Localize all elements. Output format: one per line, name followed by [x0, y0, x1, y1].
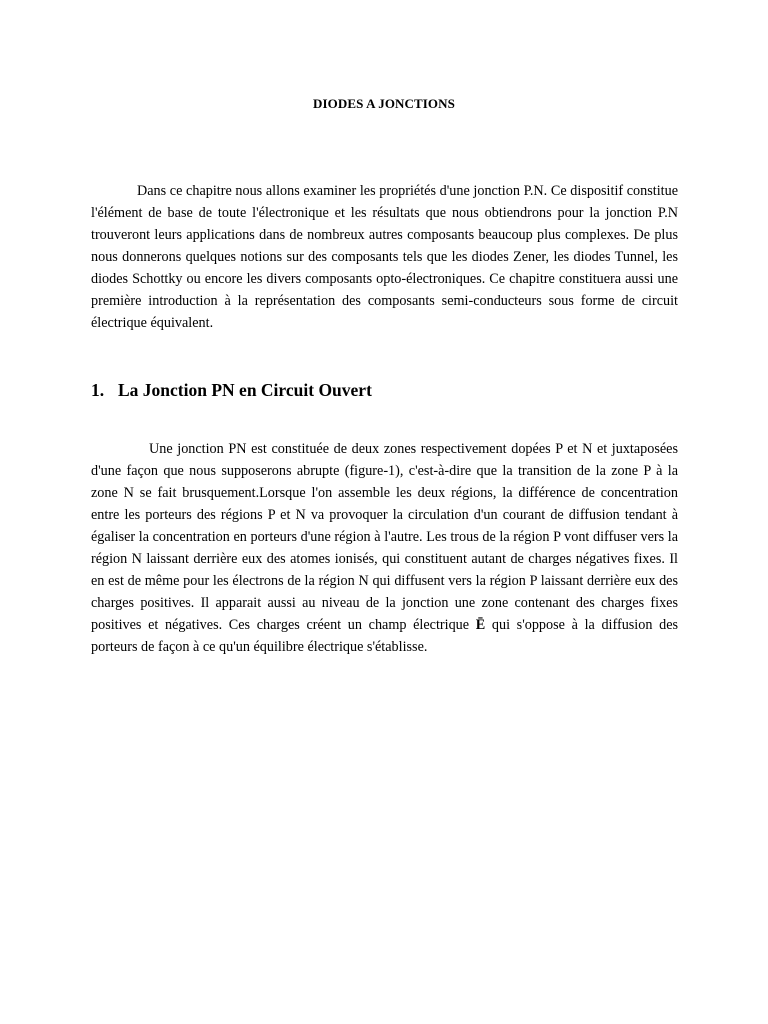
document-title: DIODES A JONCTIONS [313, 96, 455, 111]
section-paragraph [91, 438, 678, 658]
section-paragraph-text-before: Une jonction PN est constituée de deux zones respectivement dopées P et N et juxtaposées d'une façon que nous supposerons abrupte (figure-1), c'est-à-dire que la transition de la zone P à la zone N se fait brusquement.Lorsque l'on assemble les deux régions, la différence de concentration entre les porteurs des régions P et N va provoquer la circulation d'un courant de diffusion tendant à égaliser la concentration en porteurs d'une région à l'autre. Les trous de la région P vont diffuser vers la région N laissant derrière eux des atomes ionisés, qui constituent autant de charges négatives fixes. Il en est de même pour les électrons de la région N qui diffusent vers la région P laissant derrière eux des charges positives. Il apparait aussi au niveau de la jonction une zone contenant des charges fixes positives et négatives. Ces charges créent un champ électrique [91, 441, 678, 633]
section-title: La Jonction PN en Circuit Ouvert [118, 380, 372, 400]
section-heading [91, 380, 372, 401]
intro-paragraph: Dans ce chapitre nous allons examiner les propriétés d'une jonction P.N. Ce dispositif constitue l'élément de base de toute l'électronique et les résultats que nous obtiendrons pour la jonction P.N trouveront leurs applications dans de nombreux autres composants beaucoup plus complexes. De plus nous donnerons quelques notions sur des composants tels que les diodes Zener, les diodes Tunnel, les diodes Schottky ou encore les divers composants opto-électroniques. Ce chapitre constituera aussi une première introduction à la représentation des composants semi-conducteurs sous forme de circuit électrique équivalent. [91, 183, 678, 331]
section-number: 1. [91, 380, 105, 400]
electric-field-symbol: Ē [475, 617, 486, 633]
section-paragraph-text-after: qui s'oppose à la diffusion des porteurs de façon à ce qu'un équilibre électrique s'établisse. [91, 617, 679, 655]
